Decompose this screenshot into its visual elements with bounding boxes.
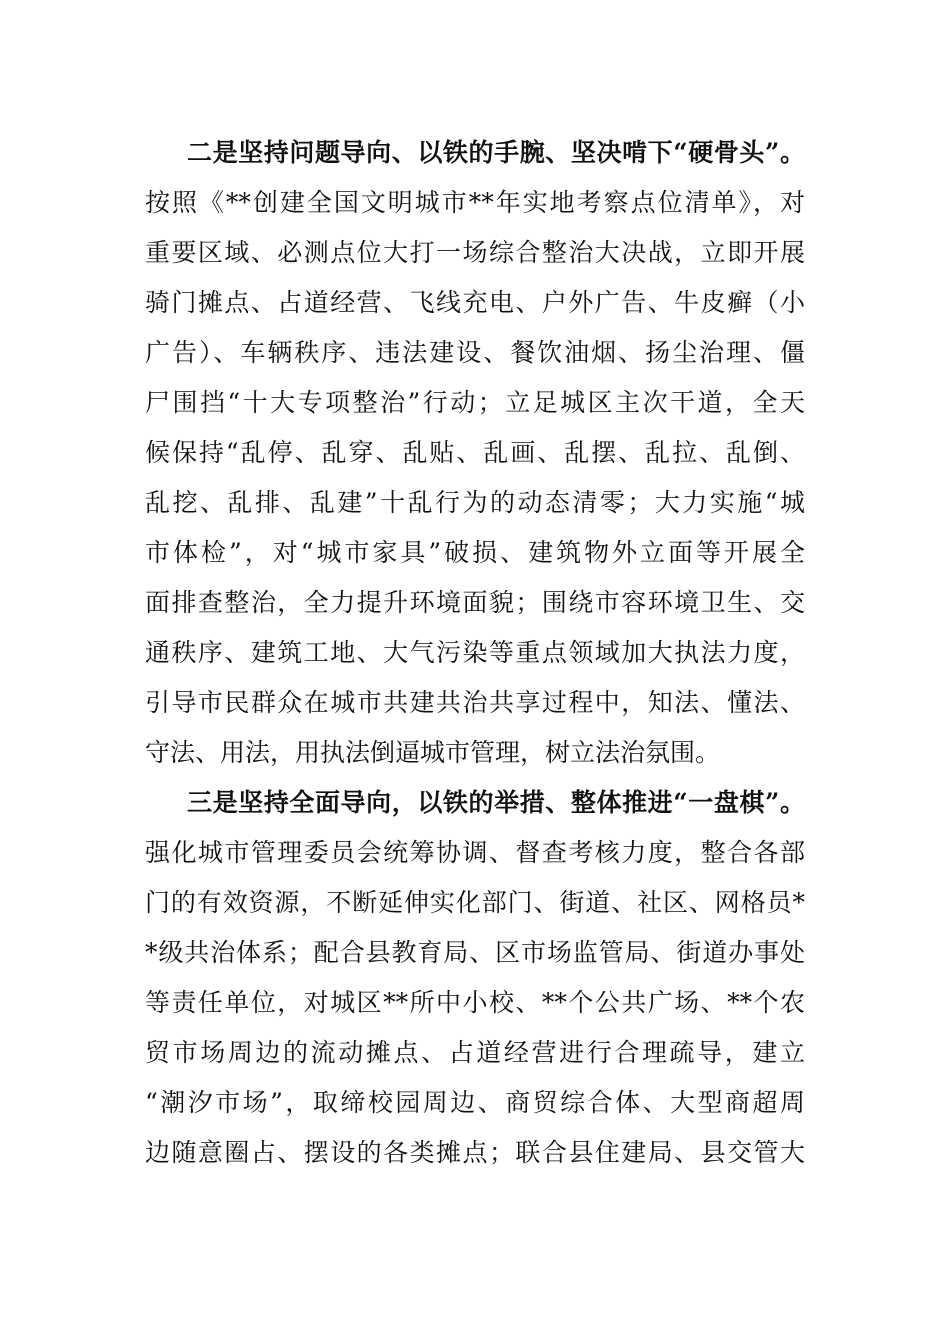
paragraph-3-line: “潮汐市场”，取缔校园周边、商贸综合体、大型商超周 (145, 1088, 805, 1117)
paragraph-3-line: 边随意圈占、摆设的各类摊点；联合县住建局、县交管大 (145, 1138, 805, 1167)
paragraph-2-line: 市体检”，对“城市家具”破损、建筑物外立面等开展全 (145, 538, 805, 567)
paragraph-2-line: 通秩序、建筑工地、大气污染等重点领域加大执法力度， (145, 638, 805, 667)
document-body (145, 128, 805, 1178)
paragraph-2-line: 按照《**创建全国文明城市**年实地考察点位清单》，对 (145, 188, 805, 217)
paragraph-3-line: 强化城市管理委员会统筹协调、督查考核力度，整合各部 (145, 838, 805, 867)
paragraph-2-line: 守法、用法，用执法倒逼城市管理，树立法治氛围。 (145, 738, 721, 767)
paragraph-2-line: 面排查整治，全力提升环境面貌；围绕市容环境卫生、交 (145, 588, 805, 617)
paragraph-3-line: 门的有效资源，不断延伸实化部门、街道、社区、网格员* (145, 888, 805, 917)
paragraph-2-line: 广告）、车辆秩序、违法建设、餐饮油烟、扬尘治理、僵 (145, 338, 805, 367)
paragraph-2-line: 乱挖、乱排、乱建”十乱行为的动态清零；大力实施“城 (145, 488, 805, 517)
paragraph-2-line: 候保持“乱停、乱穿、乱贴、乱画、乱摆、乱拉、乱倒、 (145, 438, 805, 467)
paragraph-3-line: 贸市场周边的流动摊点、占道经营进行合理疏导，建立 (145, 1038, 805, 1067)
paragraph-2-line: 尸围挡“十大专项整治”行动；立足城区主次干道，全天 (145, 388, 805, 417)
paragraph-2-line: 骑门摊点、占道经营、飞线充电、户外广告、牛皮癣（小 (145, 288, 805, 317)
paragraph-2-line: 重要区域、必测点位大打一场综合整治大决战，立即开展 (145, 238, 805, 267)
paragraph-2-heading: 二是坚持问题导向、以铁的手腕、坚决啃下“硬骨头”。 (187, 138, 805, 167)
paragraph-2-line: 引导市民群众在城市共建共治共享过程中，知法、懂法、 (145, 688, 805, 717)
paragraph-3-line: 等责任单位，对城区**所中小校、**个公共广场、**个农 (145, 988, 805, 1017)
paragraph-3-heading: 三是坚持全面导向，以铁的举措、整体推进“一盘棋”。 (187, 788, 805, 817)
paragraph-3-line: *级共治体系；配合县教育局、区市场监管局、街道办事处 (145, 938, 805, 967)
